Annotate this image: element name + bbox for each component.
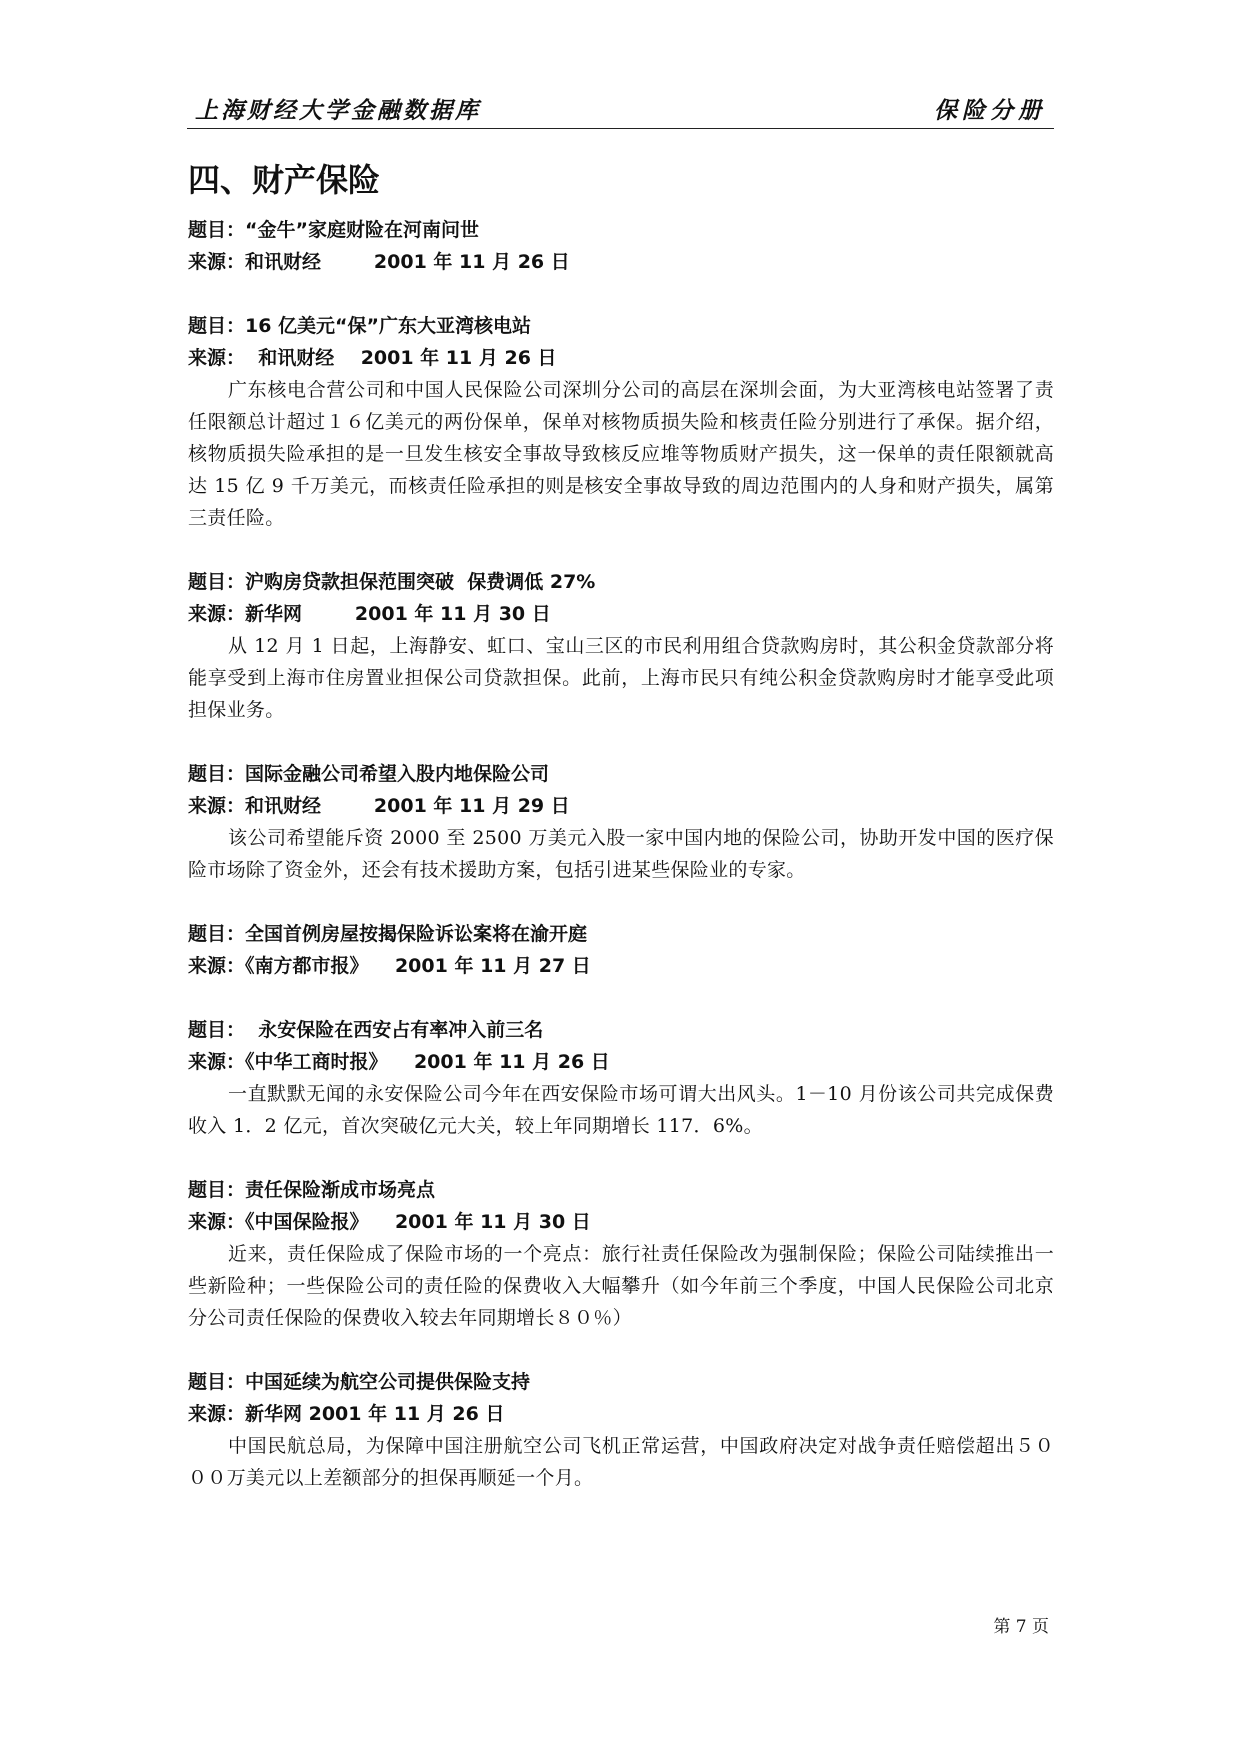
article-3 [188, 566, 1054, 726]
article-source: 来源： 和讯财经 2001 年 11 月 26 日 [188, 347, 557, 369]
article-title: 题目：16 亿美元“保”广东大亚湾核电站 [188, 315, 532, 337]
article-7 [188, 1174, 1054, 1334]
article-source: 来源：《中国保险报》 2001 年 11 月 30 日 [188, 1211, 591, 1233]
article-title: 题目：沪购房贷款担保范围突破 保费调低 27% [188, 571, 596, 593]
section-title: 四、财产保险 [188, 161, 381, 199]
article-1 [188, 214, 1054, 278]
article-body: 中国民航总局，为保障中国注册航空公司飞机正常运营，中国政府决定对战争责任赔偿超出５０００万美元以上差额部分的担保再顺延一个月。 [188, 1435, 1054, 1489]
article-5 [188, 918, 1054, 982]
article-title: 题目： 永安保险在西安占有率冲入前三名 [188, 1019, 544, 1041]
article-2 [188, 310, 1054, 534]
article-source: 来源：《中华工商时报》 2001 年 11 月 26 日 [188, 1051, 610, 1073]
article-body: 一直默默无闻的永安保险公司今年在西安保险市场可谓大出风头。1－10 月份该公司共完成保费收入 1．2 亿元，首次突破亿元大关，较上年同期增长 117．6%。 [188, 1083, 1054, 1137]
article-body: 该公司希望能斥资 2000 至 2500 万美元入股一家中国内地的保险公司，协助开发中国的医疗保险市场除了资金外，还会有技术援助方案，包括引进某些保险业的专家。 [188, 827, 1054, 881]
article-8 [188, 1366, 1054, 1494]
article-source: 来源：《南方都市报》 2001 年 11 月 27 日 [188, 955, 591, 977]
article-source: 来源：和讯财经 2001 年 11 月 26 日 [188, 251, 570, 273]
page-number: 第 7 页 [993, 1617, 1049, 1637]
article-body: 近来，责任保险成了保险市场的一个亮点：旅行社责任保险改为强制保险；保险公司陆续推出一些新险种；一些保险公司的责任险的保费收入大幅攀升（如今年前三个季度，中国人民保险公司北京分公司责任保险的保费收入较去年同期增长８０％） [188, 1243, 1054, 1329]
article-title: 题目：国际金融公司希望入股内地保险公司 [188, 763, 550, 785]
article-6 [188, 1014, 1054, 1142]
header-volume-name: 保险分册 [934, 97, 1046, 124]
article-title: 题目：全国首例房屋按揭保险诉讼案将在渝开庭 [188, 923, 588, 945]
page-header [187, 88, 1054, 129]
article-title: 题目：“金牛”家庭财险在河南问世 [188, 219, 479, 241]
article-title: 题目：中国延续为航空公司提供保险支持 [188, 1371, 531, 1393]
article-source: 来源：新华网 2001 年 11 月 30 日 [188, 603, 551, 625]
article-source: 来源：新华网 2001 年 11 月 26 日 [188, 1403, 505, 1425]
article-body: 从 12 月 1 日起，上海静安、虹口、宝山三区的市民利用组合贷款购房时，其公积金贷款部分将能享受到上海市住房置业担保公司贷款担保。此前，上海市民只有纯公积金贷款购房时才能享受此项担保业务。 [188, 635, 1054, 721]
article-title: 题目：责任保险渐成市场亮点 [188, 1179, 436, 1201]
header-database-name: 上海财经大学金融数据库 [195, 97, 481, 124]
article-body: 广东核电合营公司和中国人民保险公司深圳分公司的高层在深圳会面，为大亚湾核电站签署了责任限额总计超过１６亿美元的两份保单，保单对核物质损失险和核责任险分别进行了承保。据介绍，核物质损失险承担的是一旦发生核安全事故导致核反应堆等物质财产损失，这一保单的责任限额就高达 15 亿 9 千万美元，而核责任险承担的则是核安全事故导致的周边范围内的人身和财产损失，属第三责任险。 [188, 379, 1054, 529]
article-source: 来源：和讯财经 2001 年 11 月 29 日 [188, 795, 570, 817]
article-4 [188, 758, 1054, 886]
page-content [188, 160, 1054, 1526]
